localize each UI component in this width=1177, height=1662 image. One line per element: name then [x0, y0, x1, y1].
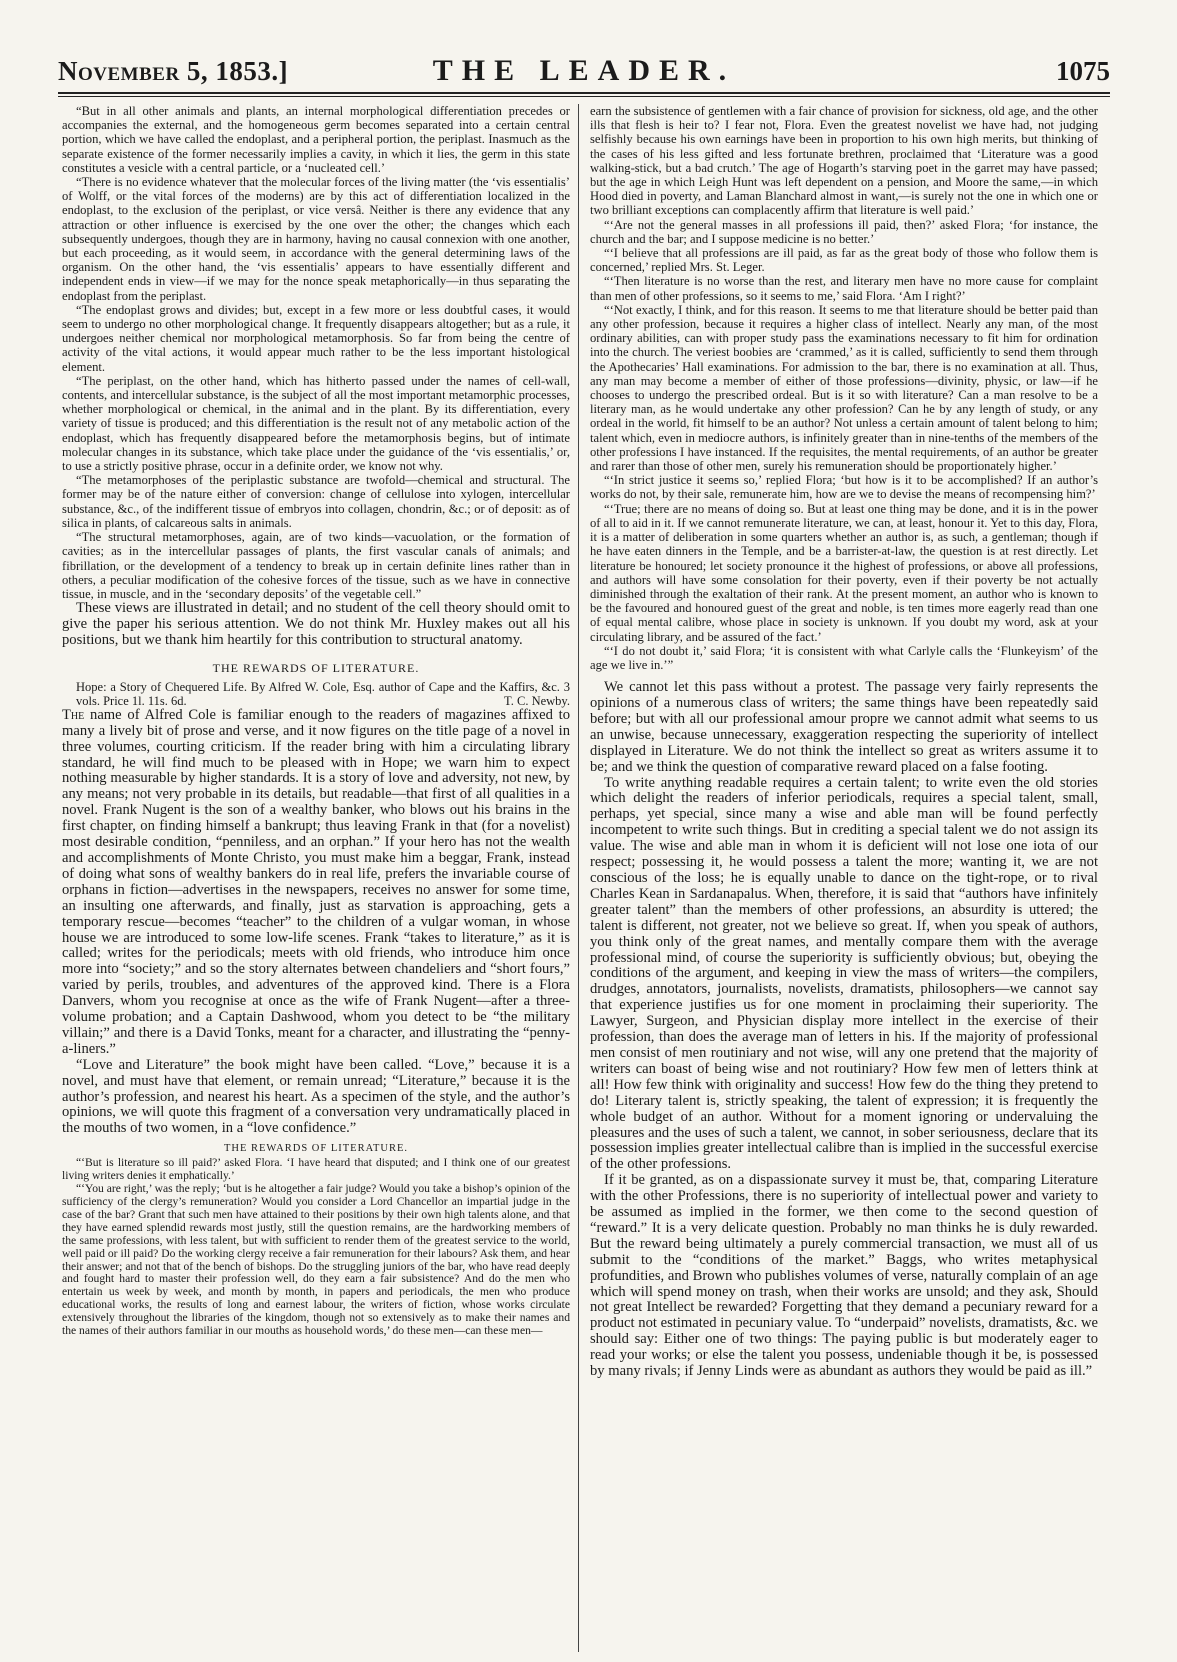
header-rule	[58, 96, 1110, 97]
commentary-paragraph: If it be granted, as on a dispassionate survey it must be, that, comparing Literature with the other Professions, there is no superiority of intellectual power and variety to be assumed as implied in the former, we then come to the second question of “reward.” It is a very delicate question. Probably no man thinks he is duly rewarded. But the reward being ultimately a purely commercial transaction, we must all of us submit to the “conditions of the market.” Baggs, who writes metaphysical profundities, and Brown who publishes volumes of verse, naturally complain of an age which will spend money on trash, when their works are unsold; and they ask, Should not great Intellect be rewarded? Forgetting that they demand a pecuniary reward for a product not estimated in pecuniary value. To “underpaid” novelists, dramatists, &c. we should say: Either one of two things: The paying public is but moderately eager to read your works; or else the talent you possess, undeniable though it be, is possessed by many rivals; if Jenny Linds were as abundant as authors they would be paid as ill.”	[590, 1172, 1098, 1380]
review-paragraph: “Love and Literature” the book might have been called. “Love,” because it is a novel, and must have that element, or remain unread; “Literature,” because it is the author’s profession, and nearest his heart. As a specimen of the style, and the author’s opinions, we will quote this fragment of a conversation very undramatically placed in the mouths of two women, in a “love confidence.”	[62, 1056, 570, 1137]
section-heading: THE REWARDS OF LITERATURE.	[212, 660, 420, 675]
extract-paragraph: “‘I do not doubt it,’ said Flora; ‘it is consistent with what Carlyle calls the ‘Flunkeyism’ of the age we live in.’”	[590, 643, 1098, 672]
extract-paragraph: “‘You are right,’ was the reply; ‘but is he altogether a fair judge? Would you take a bishop’s opinion of the sufficiency of the clergy’s remuneration? Would you consider a Lord Chancellor an impartial judge in the case of the bar? Grant that such men have attained to their positions by their own high talents alone, and that they have earned splendid rewards most justly, still the question remains, are the hardworking members of the same professions, with less talent, but with sufficient to render them of the greatest service to the world, well paid or ill paid? Do the working clergy receive a fair remuneration for their labours? Ask them, and hear their answer; and not that of the bench of bishops. Do the struggling juniors of the bar, who have read deeply and fought hard to master their profession well, do they earn a fair subsistence? And do the men who entertain us week by week, and month by month, in papers and periodicals, the men who produce educational works, the results of long and earnest labour, the writers of fiction, whose works circulate extensively throughout the libraries of the kingdom, though not so extensively as to make their names and the names of their authors familiar in our mouths as household words,’ do these men—can these men—	[62, 1182, 570, 1338]
extract-paragraph: “‘Then literature is no worse than the rest, and literary men have no more cause for complaint than men of other professions, so it seems to me,’ said Flora. ‘Am I right?’	[590, 274, 1098, 303]
extract-heading: THE REWARDS OF LITERATURE.	[223, 1143, 409, 1155]
issue-date: November 5, 1853.]	[58, 56, 289, 86]
review-paragraph	[62, 708, 570, 1058]
quote-paragraph: “The structural metamorphoses, again, are of two kinds—vacuolation, or the formation of cavities; as in the intercellular passages of plants, the first vascular canals of animals; and fibrillation, or the development of a tendency to break up in certain definite lines rather than in others, a peculiar modification of the cohesive forces of the tissue, such as we have in connective tissue, in muscle, and in the ‘secondary deposits’ of the vegetable cell.”	[62, 530, 570, 601]
book-citation	[62, 680, 570, 708]
left-column	[62, 104, 570, 1652]
extract-paragraph: “‘True; there are no means of doing so. But at least one thing may be done, and it is in the power of all to aid in it. If we cannot remunerate literature, we can, at least, honour it. Yet to this day, Flora, it is a matter of deliberation in some quarters whether an author is, as such, a gentleman; though if he have eaten dinners in the Temple, and be a barrister-at-law, the question is at rest directly. Let literature be honoured; let society pronounce it the highest of professions, or above all professions, and authors will have some consolation for their poverty, even if their poverty be not actually diminished through the exaltation of their rank. At the present moment, an author who is known to be the favoured and honoured guest of the great and noble, is ten times more eagerly read than one of equal mental calibre, whose place in society is unknown. If you doubt my word, ask at your circulating library, and be assured of the fact.’	[590, 501, 1098, 644]
review-first-word: The	[62, 706, 85, 723]
review-text: name of Alfred Cole is familiar enough to the readers of magazines affixed to many a lively bit of prose and verse, and it now figures on the title page of a novel in three volumes, courting criticism. If the reader bring with him a circulating library standard, he will find much to be pleased with in Hope; we warn him to expect nothing measurable by higher standards. It is a story of love and adversity, not new, by any means; not very probable in its details, but readable—that first of all qualities in a novel. Frank Nugent is the son of a wealthy banker, who blows out his brains in the first chapter, on finding himself a bankrupt; thus leaving Frank in that (for a novelist) most desirable condition, “penniless, and an orphan.” If your hero has not the wealth and accomplishments of Monte Christo, you must make him a beggar, Frank, instead of doing what sons of wealthy bankers do in real life, prefers the invariable course of orphans in fiction—advertises in the newspapers, receives no answer for some time, an insulting one afterwards, and finally, just as starvation is approaching, gets a temporary rescue—becomes “teacher” to the children of a vulgar woman, in whose house we are introduced to some low-life scenes. Frank “takes to literature,” as it is called; writes for the periodicals; meets with old friends, who introduce him once more into “society;” and so the story alternates between chandeliers and “short fours,” varied by perils, troubles, and adventures of the approved kind. There is a Flora Danvers, whom you recognise at once as the wife of Frank Nugent—after a three-volume probation; and a Captain Dashwood, whom you detect to be “the military villain;” and there is a David Tonks, meant for a character, and illustrating the “penny-a-liners.”	[62, 706, 570, 1057]
right-column	[590, 104, 1098, 1652]
column-divider	[578, 104, 579, 1652]
extract-paragraph: “‘Are not the general masses in all professions ill paid, then?’ asked Flora; ‘for instance, the church and the bar; and I suppose medicine is no better.’	[590, 217, 1098, 246]
extract-paragraph: earn the subsistence of gentlemen with a fair chance of provision for sickness, old age, and the other ills that flesh is heir to? I fear not, Flora. Even the greatest novelist we have had, not judging selfishly because his own earnings have been in proportion to his own high merits, but thinking of the cases of his less gifted and less fortunate brethren, proclaimed that ‘Literature was a good walking-stick, but a bad crutch.’ The age of Hogarth’s starving poet in the garret may have passed; but the age in which Leigh Hunt was left dependent on a pension, and Moore the same,—in which Hood died in poverty, and Laman Blanchard almost in want,—is surely not the one in which one or two brilliant exceptions can complacently affirm that literature is well paid.’	[590, 104, 1098, 218]
commentary-paragraph: We cannot let this pass without a protest. The passage very fairly represents the opinions of a numerous class of writers; the same things have been repeatedly said before; but with all our professional amour propre we cannot admit what seems to us an unwise, because unnecessary, exaggeration respecting the superiority of intellect displayed in Literature. We do not think the intellect so great as writers assume it to be; and we think the question of comparative reward placed on a false footing.	[590, 679, 1098, 775]
commentary-paragraph: To write anything readable requires a certain talent; to write even the old stories which delight the readers of inferior periodicals, requires a special talent, small, perhaps, yet special, since many a wise and able man will be found perfectly incompetent to write such things. But in crediting a special talent we do not assign its value. The wise and able man in whom it is deficient will not lose one iota of our respect; possessing it, he would possess a talent the more; wanting it, we are not conscious of the loss; he is equally unable to dance on the tight-rope, or to rival Charles Kean in Sardanapalus. When, therefore, it is said that “authors have infinitely greater talent” than the members of other professions, an absurdity is uttered; the talent is different, not greater, not we believe so great. If, when you speak of authors, you think only of the great names, and mentally compare them with the average professional mind, of course the superiority is sufficiently obvious; but, obeying the conditions of the argument, and keeping in view the mass of writers—the compilers, drudges, annotators, journalists, novelists, dramatists, philosophers—we cannot say that experience justifies us for one moment in proclaiming their superiority. The Lawyer, Surgeon, and Physician display more intellect in the exercise of their profession, than does the average man of letters in his. If the majority of professional men consist of men routiniary and not wise, will any one pretend that the majority of writers can boast of being wise and not routiniary? How few men of letters think at all! How few think with originality and success! How few do the thing they pretend to do! Literary talent is, strictly speaking, the talent of expression; it is frequently the whole budget of an author. Without for a moment ignoring or undervaluing the pleasures and the uses of such a talent, we cannot, in sober seriousness, declare that its possession implies greater intellectual calibre than is implied in the successful exercise of the other professions.	[590, 774, 1098, 1173]
newspaper-title: THE LEADER.	[432, 54, 736, 87]
quote-paragraph: “The periplast, on the other hand, which has hitherto passed under the names of cell-wall, contents, and intercellular substance, is the subject of all the most important metamorphic processes, whether morphological or chemical, in the animal and in the plant. By its differentiation, every variety of tissue is produced; and this differentiation is the result not of any metabolic action of the endoplast, which has frequently disappeared before the metamorphosis begins, but of intimate molecular changes in its substance, which take place under the guidance of the ‘vis essentialis,’ or, to use a strictly positive phrase, occur in a definite order, we know not why.	[62, 373, 570, 474]
quote-paragraph: “But in all other animals and plants, an internal morphological differentiation precedes or accompanies the external, and the homogeneous germ becomes separated into a certain central portion, which we have called the endoplast, and a peripheral portion, the periplast. Inasmuch as the separate existence of the former necessarily implies a cavity, in which it lies, the germ in this state constitutes a vesicle with a central particle, or a ‘nucleated cell.’	[62, 104, 570, 175]
extract-paragraph: “‘Not exactly, I think, and for this reason. It seems to me that literature should be better paid than any other profession, because it requires a higher class of intellect. Nearly any man, of the most ordinary abilities, can with proper study pass the examinations necessary to fit him for ordination into the church. The veriest boobies are ‘crammed,’ as it is called, sufficiently to send them through the Apothecaries’ Hall examinations. For admission to the bar, there is no examination at all. Thus, any man may become a member of either of those professions—divinity, physic, or law—if he chooses to undergo the prescribed ordeal. But is it so with literature? Can a man resolve to be a literary man, as he would undertake any other profession? Can he by any length of study, or any ordeal in the world, fit himself to be an author? Not unless a certain amount of talent belong to him; talent which, even in mediocre authors, is infinitely greater than in nine-tenths of the members of the other professions I have instanced. If the requisites, the mental requirements, of an author be greater and rarer than those of other men, surely his remuneration should be proportionately higher.’	[590, 302, 1098, 474]
masthead	[58, 52, 1110, 94]
extract-paragraph: “‘I believe that all professions are ill paid, as far as the great body of those who follow them is concerned,’ replied Mrs. St. Leger.	[590, 246, 1098, 275]
publisher: T. C. Newby.	[504, 693, 570, 708]
quote-paragraph: “The endoplast grows and divides; but, except in a few more or less doubtful cases, it would seem to undergo no other morphological change. It frequently disappears altogether; but as a rule, it undergoes neither chemical nor morphological metamorphosis. So far from being the centre of activity of the vital actions, it would appear much rather to be the less important histological element.	[62, 302, 570, 374]
quote-paragraph: “There is no evidence whatever that the molecular forces of the living matter (the ‘vis essentialis’ of Wolff, or the vital forces of the moderns) are by this act of differentiation localized in the endoplast, to the exclusion of the periplast, or vice versâ. Neither is there any evidence that any attraction or other influence is exercised by the one over the other; the changes which each subsequently undergoes, though they are in harmony, having no causal connexion with one another, but each proceeding, as it would seem, in accordance with the general determining laws of the organism. On the other hand, the ‘vis essentialis’ appears to have essentially different and independent ends in view—if we may for the nonce speak metaphorically—in thus separating the endoplast from the periplast.	[62, 175, 570, 303]
extract-paragraph: “‘But is literature so ill paid?’ asked Flora. ‘I have heard that disputed; and I think one of our greatest living writers denies it emphatically.’	[62, 1156, 570, 1183]
page-number: 1075	[1056, 56, 1110, 86]
quote-paragraph: “The metamorphoses of the periplastic substance are twofold—chemical and structural. The former may be of the nature either of conversion: change of cellulose into xylogen, intercellular substance, &c., of the indifferent tissue of embryos into collagen, chondrin, &c.; or of deposit: as of silica in plants, of calcareous salts in animals.	[62, 473, 570, 530]
closing-paragraph: These views are illustrated in detail; and no student of the cell theory should omit to give the paper his serious attention. We do not think Mr. Huxley makes out all his positions, but we thank him heartily for this contribution to structural anatomy.	[62, 600, 570, 648]
citation-text: Hope: a Story of Chequered Life. By Alfred W. Cole, Esq. author of Cape and the Kaffirs, &c. 3 vols. Price 1l. 11s. 6d.	[76, 679, 570, 708]
extract-paragraph: “‘In strict justice it seems so,’ replied Flora; ‘but how is it to be accomplished? If an author’s works do not, by their sale, remunerate him, how are we to devise the means of recompensing him?’	[590, 473, 1098, 502]
